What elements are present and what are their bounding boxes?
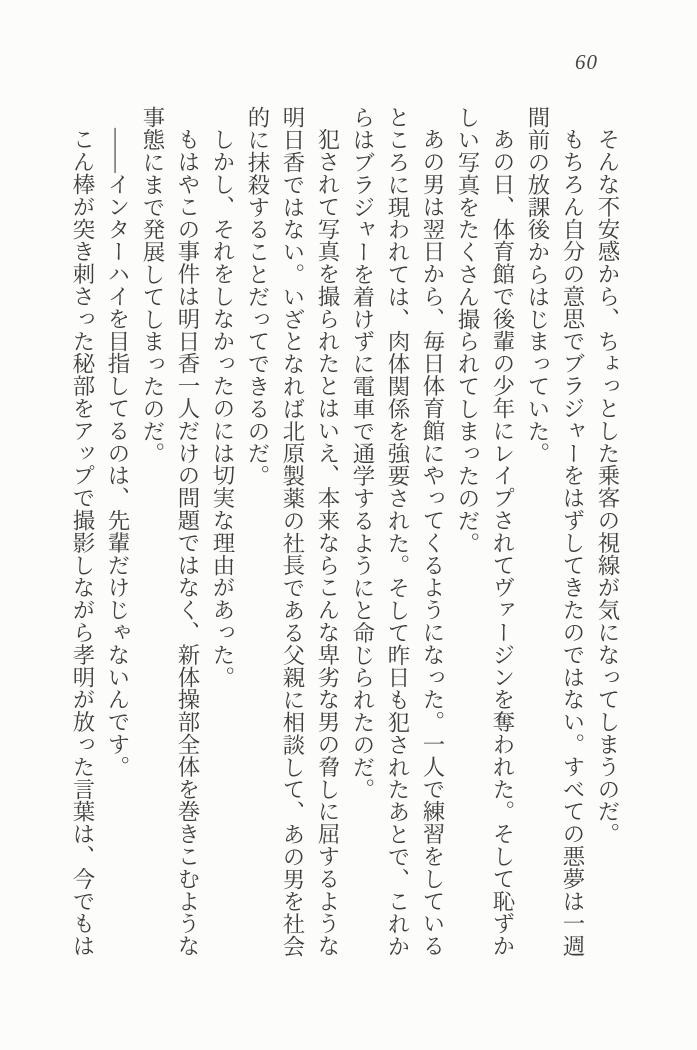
paragraph: あの男は翌日から、毎日体育館にやってくるようになった。一人で練習をしているところに現われては、肉体関係を強要された。そして昨日も犯されたあとで、これからはブラジャーを着けずに電車で通学するようにと命じられたのだ。	[350, 106, 445, 958]
paragraph: しかし、それをしなかったのには切実な理由があった。	[210, 128, 235, 689]
page-number: 60	[575, 50, 598, 74]
paragraph: そんな不安感から、ちょっとした乗客の視線が気になってしまうのだ。	[595, 128, 620, 846]
paragraph: ――インターハイを目指してるのは、先輩だけじゃないんです。	[105, 128, 130, 778]
paragraph: あの日、体育館で後輩の少年にレイプされてヴァージンを奪われた。そして恥ずかしい写真をたくさん撮られてしまったのだ。	[455, 106, 515, 958]
body-text	[65, 106, 625, 958]
paragraph: 犯されて写真を撮られたとはいえ、本来ならこんな卑劣な男の脅しに屈するような明日香ではない。いざとなれば北原製薬の社長である父親に相談して、あの男を社会的に抹殺することだってできるのだ。	[245, 106, 340, 958]
paragraph: こん棒が突き刺さった秘部をアップで撮影しながら孝明が放った言葉は、今でもは	[70, 128, 95, 958]
paragraph: もはやこの事件は明日香一人だけの問題ではなく、新体操部全体を巻きこむような事態にまで発展してしまったのだ。	[140, 106, 200, 958]
paragraph: もちろん自分の意思でブラジャーをはずしてきたのではない。すべての悪夢は一週間前の放課後からはじまっていた。	[525, 106, 585, 958]
